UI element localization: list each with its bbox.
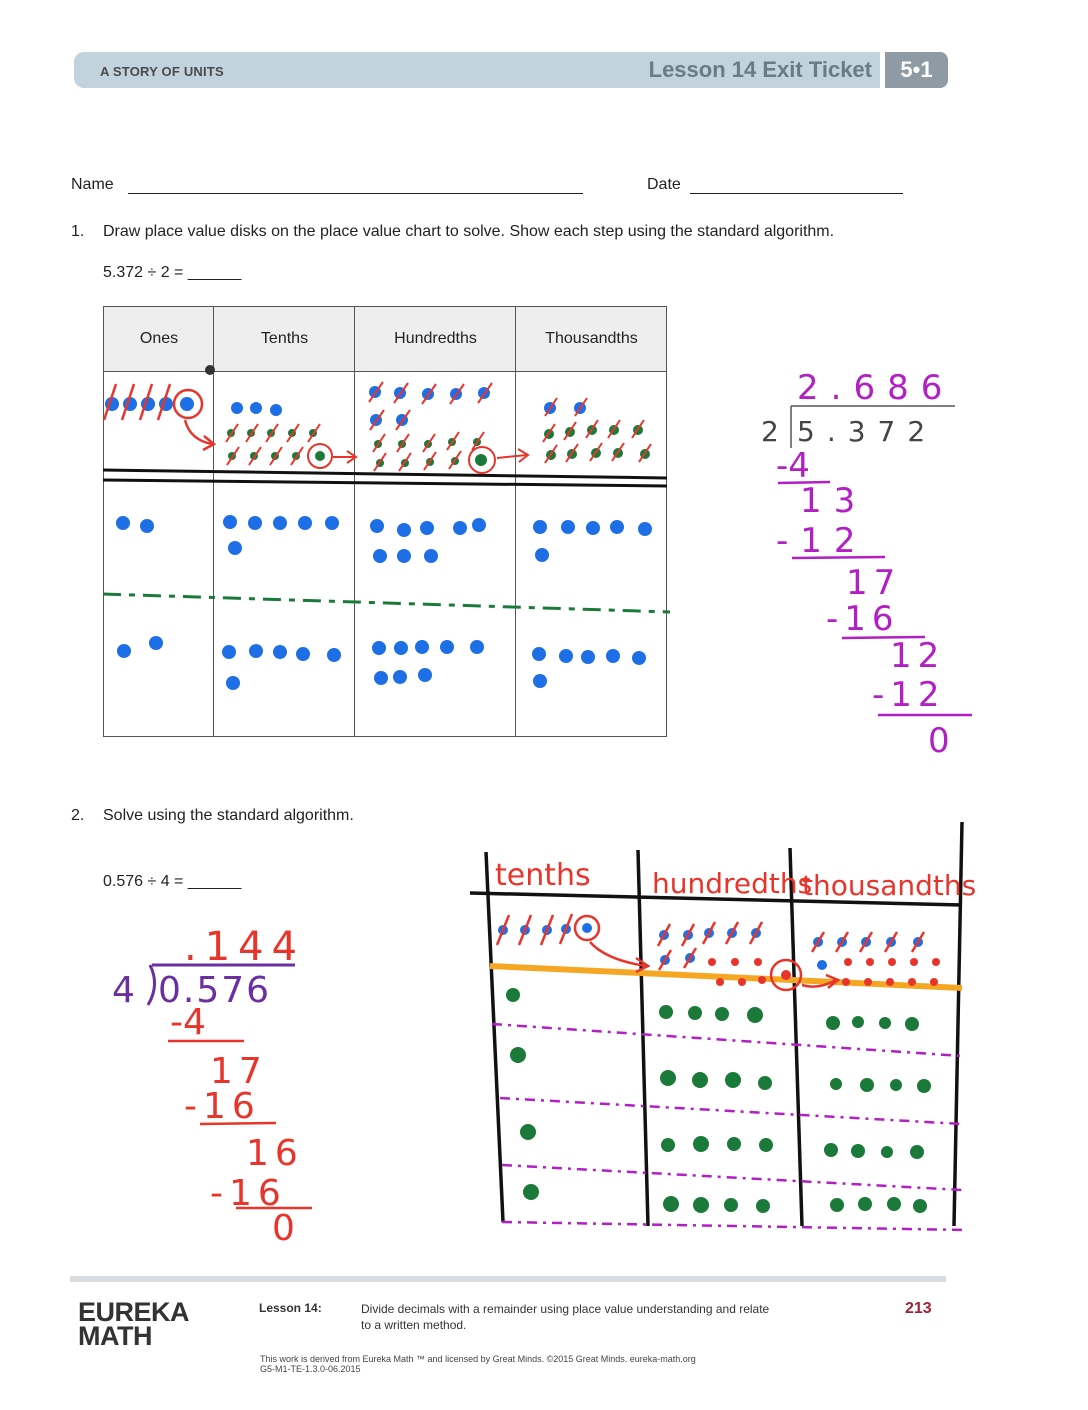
svg-text:-16: -16 bbox=[826, 599, 900, 639]
problem2-instruction: Solve using the standard algorithm. bbox=[103, 807, 354, 824]
svg-text:-16: -16 bbox=[210, 1173, 287, 1214]
problem1-instruction: Draw place value disks on the place value chart to solve. Show each step using the standard algorithm. bbox=[103, 223, 835, 240]
svg-text:-4: -4 bbox=[170, 1002, 206, 1043]
row3-disks bbox=[117, 636, 646, 690]
p2-divisor: 4 bbox=[112, 970, 135, 1011]
svg-text:17: 17 bbox=[210, 1051, 268, 1092]
svg-text:-12: -12 bbox=[872, 675, 946, 715]
row2-disks bbox=[116, 515, 652, 563]
svg-text:0: 0 bbox=[928, 721, 950, 761]
p2-green-disks bbox=[506, 988, 931, 1213]
date-label: Date bbox=[647, 176, 681, 193]
p1-dividend: 5.372 bbox=[797, 415, 938, 448]
col-tenths: Tenths bbox=[260, 330, 309, 347]
eureka-math-logo: EUREKA MATH bbox=[78, 1297, 190, 1351]
problem2-number: 2. bbox=[71, 807, 85, 824]
col-hundredths: Hundredths bbox=[394, 330, 477, 347]
svg-text:16: 16 bbox=[246, 1133, 304, 1174]
svg-text:hundredths: hundredths bbox=[652, 867, 813, 900]
grade-module-badge: 5•1 bbox=[885, 52, 948, 88]
p2-dividend: 0.576 bbox=[158, 970, 272, 1011]
col-ones: Ones bbox=[139, 330, 179, 347]
problem1-equation: 5.372 ÷ 2 = ______ bbox=[103, 264, 242, 281]
col-thousandths: Thousandths bbox=[545, 330, 638, 347]
svg-text:13: 13 bbox=[800, 481, 868, 521]
ones-disks-row1 bbox=[105, 397, 194, 411]
svg-text:17: 17 bbox=[846, 563, 902, 603]
name-label: Name bbox=[71, 176, 114, 193]
series-title: A STORY OF UNITS bbox=[100, 64, 224, 79]
svg-text:-12: -12 bbox=[776, 521, 868, 561]
svg-text:-16: -16 bbox=[184, 1086, 261, 1127]
lesson-title: Lesson 14 Exit Ticket bbox=[648, 57, 872, 82]
footer-copyright: This work is derived from Eureka Math ™ and licensed by Great Minds. ©2015 Great Minds. eureka-math.org G5-M1-TE-1.3.0-06.2015 bbox=[260, 1354, 696, 1374]
svg-text:0: 0 bbox=[272, 1208, 295, 1249]
p1-quotient: 2.686 bbox=[797, 368, 955, 408]
p2-steps bbox=[170, 1002, 304, 1249]
problem2-equation: 0.576 ÷ 4 = ______ bbox=[103, 873, 242, 890]
svg-text:thousandths: thousandths bbox=[802, 869, 977, 902]
footer-lesson-label: Lesson 14: bbox=[259, 1301, 322, 1315]
p1-divisor: 2 bbox=[761, 415, 779, 448]
svg-text:tenths: tenths bbox=[495, 858, 591, 893]
p2-quotient: .144 bbox=[184, 924, 306, 970]
page-number: 213 bbox=[905, 1300, 932, 1317]
svg-text:12: 12 bbox=[890, 636, 946, 676]
footer-divider bbox=[70, 1276, 946, 1282]
problem1-number: 1. bbox=[71, 223, 85, 240]
svg-text:-4: -4 bbox=[776, 446, 810, 486]
footer-description: Divide decimals with a remainder using place value understanding and relate to a written method. bbox=[361, 1302, 770, 1332]
